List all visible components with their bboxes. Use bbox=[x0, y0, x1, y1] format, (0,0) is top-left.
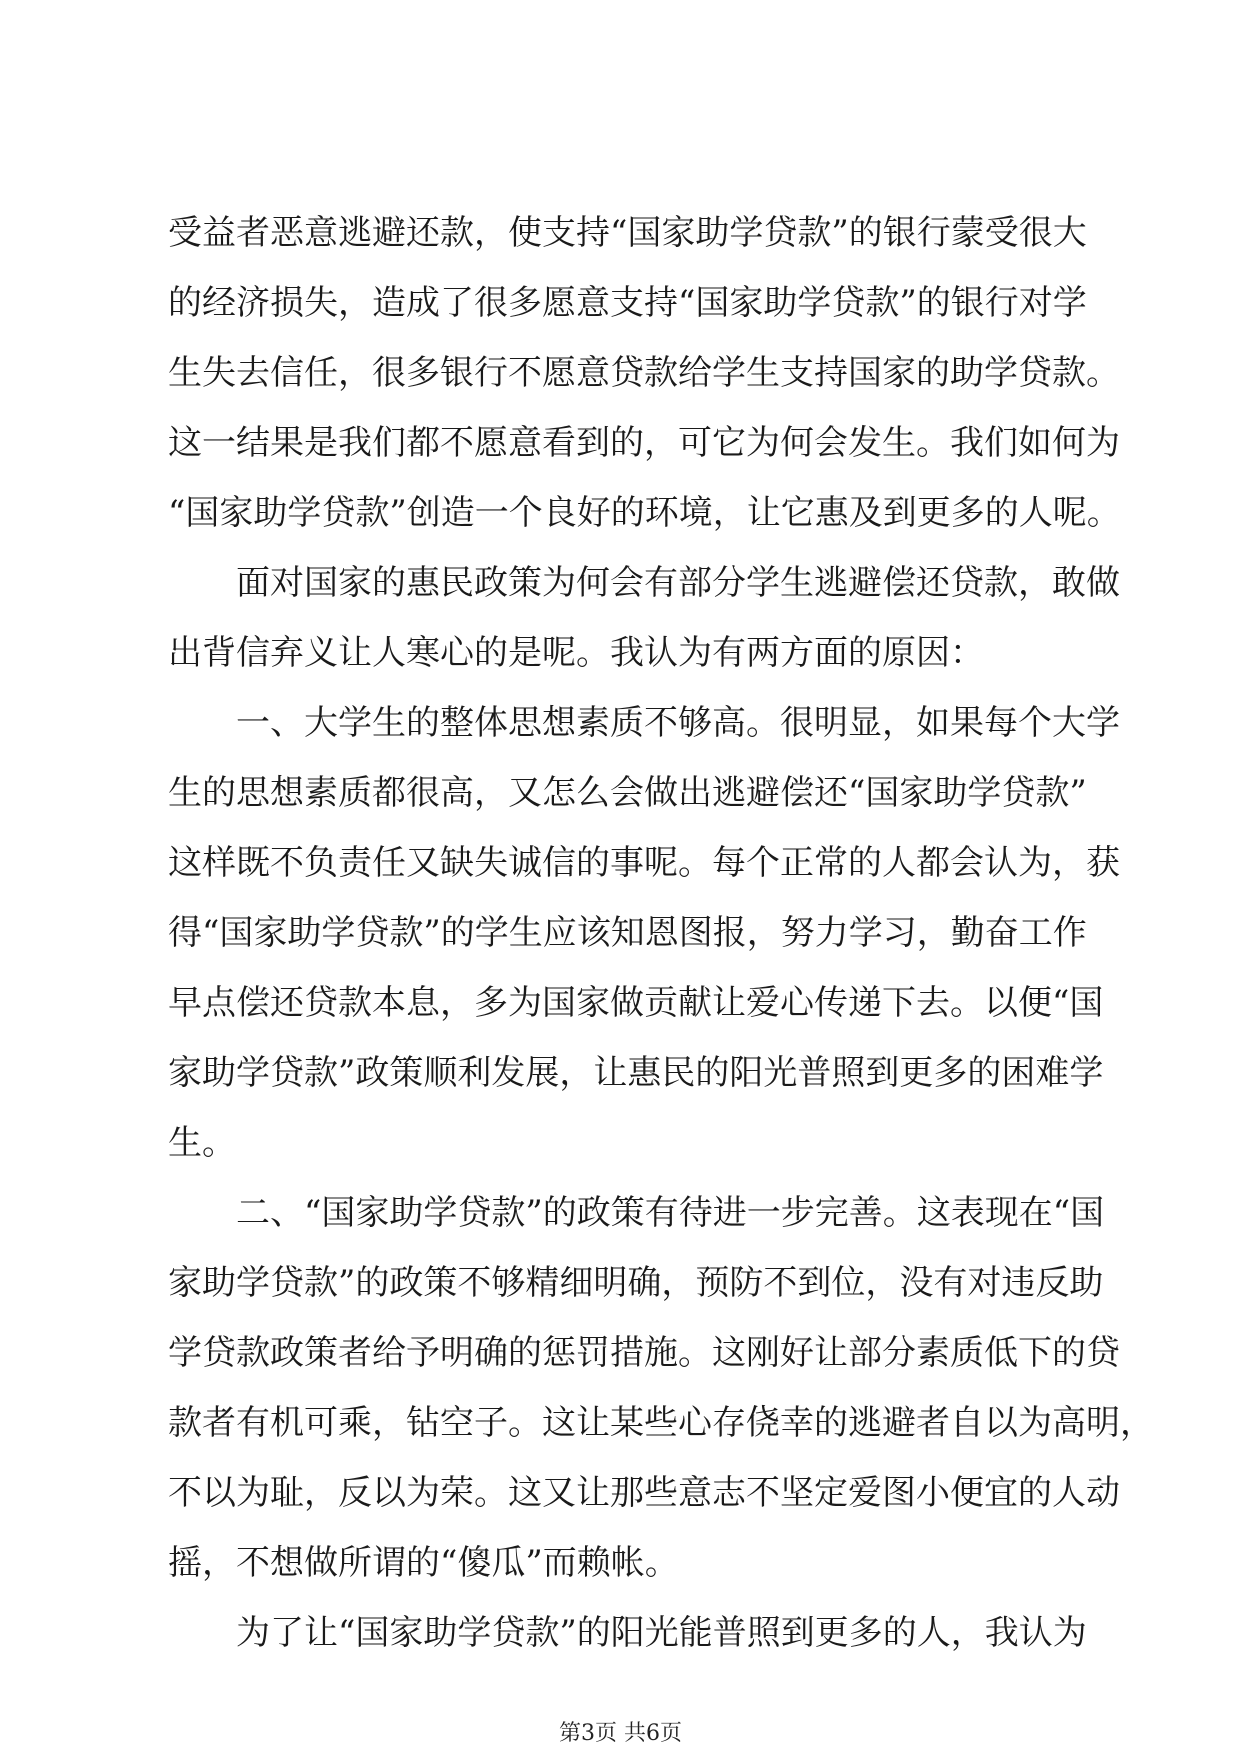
text-line: 生。 bbox=[168, 1123, 236, 1163]
text-line: 生的思想素质都很高，又怎么会做出逃避偿还“国家助学贷款” bbox=[168, 773, 1087, 813]
text-line: 这样既不负责任又缺失诚信的事呢。每个正常的人都会认为，获 bbox=[168, 843, 1120, 883]
page-footer: 第3页 共6页 bbox=[559, 1721, 682, 1746]
text-line: 摇，不想做所谓的“傻瓜”而赖帐。 bbox=[168, 1543, 679, 1583]
text-line: “国家助学贷款”创造一个良好的环境，让它惠及到更多的人呢。 bbox=[168, 493, 1121, 533]
text-line: 款者有机可乘，钻空子。这让某些心存侥幸的逃避者自以为高明， bbox=[168, 1403, 1154, 1443]
paragraph-first-line: 一、大学生的整体思想素质不够高。很明显，如果每个大学 bbox=[236, 703, 1120, 743]
text-line: 这一结果是我们都不愿意看到的，可它为何会发生。我们如何为 bbox=[168, 423, 1120, 463]
text-line: 受益者恶意逃避还款，使支持“国家助学贷款”的银行蒙受很大 bbox=[168, 213, 1087, 253]
paragraph-first-line: 面对国家的惠民政策为何会有部分学生逃避偿还贷款，敢做 bbox=[236, 563, 1120, 603]
text-line: 家助学贷款”的政策不够精细明确，预防不到位，没有对违反助 bbox=[168, 1263, 1104, 1303]
text-line: 得“国家助学贷款”的学生应该知恩图报，努力学习，勤奋工作 bbox=[168, 913, 1087, 953]
text-line: 的经济损失，造成了很多愿意支持“国家助学贷款”的银行对学 bbox=[168, 283, 1087, 323]
text-line: 不以为耻，反以为荣。这又让那些意志不坚定爱图小便宜的人动 bbox=[168, 1473, 1120, 1513]
text-line: 学贷款政策者给予明确的惩罚措施。这刚好让部分素质低下的贷 bbox=[168, 1333, 1120, 1373]
text-line: 早点偿还贷款本息，多为国家做贡献让爱心传递下去。以便“国 bbox=[168, 983, 1104, 1023]
text-line: 生失去信任，很多银行不愿意贷款给学生支持国家的助学贷款。 bbox=[168, 353, 1120, 393]
text-line: 家助学贷款”政策顺利发展，让惠民的阳光普照到更多的困难学 bbox=[168, 1053, 1104, 1093]
paragraph-first-line: 为了让“国家助学贷款”的阳光能普照到更多的人，我认为 bbox=[236, 1613, 1087, 1653]
paragraph-first-line: 二、“国家助学贷款”的政策有待进一步完善。这表现在“国 bbox=[236, 1193, 1105, 1233]
text-line: 出背信弃义让人寒心的是呢。我认为有两方面的原因： bbox=[168, 633, 984, 673]
